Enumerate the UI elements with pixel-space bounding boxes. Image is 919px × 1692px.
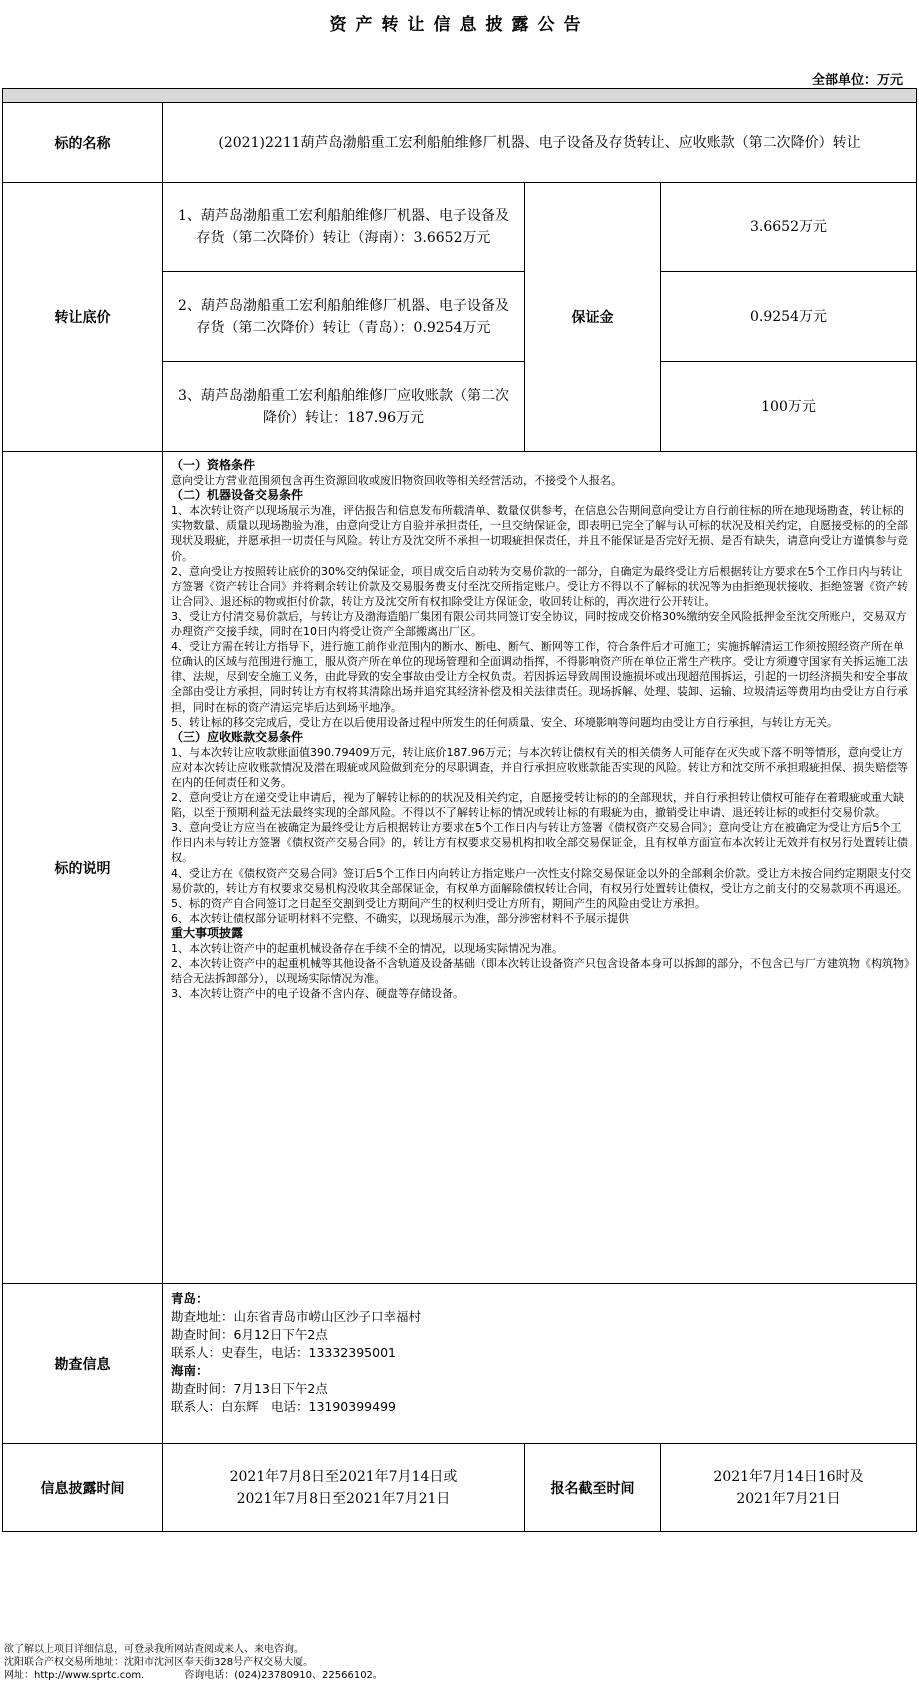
deposit-label: 保证金 [525,183,661,452]
section-receivables-title: （三）应收账款交易条件 [171,729,304,744]
paragraph: 1、本次转让资产中的起重机械设备存在手续不全的情况，以现场实际情况为准。 [171,942,563,955]
price-item-2: 2、葫芦岛渤船重工宏利船舶维修厂机器、电子设备及存货（第二次降价）转让（青岛）：0.9254万元 [163,272,525,362]
survey-row [3,1284,917,1444]
paragraph: 4、受让方在《债权资产交易合同》签订后5个工作日内向转让方指定账户一次性支付除交易保证金以外的全部剩余价款。受让方未按合同约定期限支付交易价款的，转让方有权要求交易机构没收其全部保证金，有权单方面解除债权转让合同，有权另行处置转让债权，受让方之前支付的交易款项不再退还。 [171,866,911,895]
description-body [163,452,917,1284]
paragraph: 意向受让方营业范围须包含再生资源回收或废旧物资回收等相关经营活动，不接受个人报名。 [171,474,622,488]
page-title: 资产转让信息披露公告 [329,15,590,35]
footer-line: 欲了解以上项目详细信息，可登录我所网站查阅或来人、来电咨询。 [4,1644,304,1655]
section-equipment-title: （二）机器设备交易条件 [171,488,304,503]
survey-hainan-title: 海南： [171,1363,209,1378]
subject-row [3,103,917,183]
paragraph: 2、意向受让方按照转让底价的30%交纳保证金，项目成交后自动转为交易价款的一部分，自确定为最终受让方后根据转让方要求在5个工作日内与转让方签署《资产转让合同》并将剩余转让价款及交易服务费支付至沈交所指定账户。受让方不得以不了解标的状况等为由拒绝现状接收、拒绝签署《资产转让合同》、退还标的物或拒付价款，转让方及沈交所有权扣除受让方保证金，收回转让标的，再次进行公开转让。 [171,564,908,608]
deadline-line: 2021年7月14日16时及 [713,1468,864,1485]
deposit-item-2: 0.9254万元 [661,272,917,362]
survey-qingdao-time: 勘查时间：6月12日下午2点 [171,1327,328,1342]
time-row [3,1444,917,1532]
paragraph: 5、标的资产自合同签订之日起至交割到受让方期间产生的权利归受让方所有，期间产生的风险由受让方承担。 [171,896,706,910]
footer [4,1643,383,1682]
price-row-1 [3,183,917,272]
survey-hainan-contact: 联系人：白东辉 电话：13190399499 [171,1399,396,1414]
section-major-matters-title: 重大事项披露 [171,925,244,940]
paragraph: 2、本次转让资产中的起重机械等其他设备不含轨道及设备基础（即本次转让设备资产只包含设备本身可以拆卸的部分，不包含已与厂方建筑物《构筑物》结合无法拆卸部分），以现场实际情况为准。 [171,957,910,986]
deadline-line: 2021年7月21日 [736,1490,841,1507]
disclosure-value [163,1444,525,1532]
deadline-label: 报名截至时间 [525,1444,661,1532]
paragraph: 4、受让方需在转让方指导下，进行施工前作业范围内的断水、断电、断气、断网等工作，符合条件后才可施工；实施拆解清运工作须按照经资产所在单位确认的区域与范围进行施工，服从资产所在单位的现场管理和全面调动指挥，不得影响资产所在单位正常生产秩序。受让方须遵守国家有关拆运施工法律、法规，尽到安全施工义务，由此导致的安全事故由受让方全权负责。若因拆运导致周围设施损坏或出现超范围拆运，引起的一切经济损失和安全事故全部由受让方承担，同时转让方有权将其清除出场并追究其经济补偿及相关法律责任。现场拆解、处理、装卸、运输、垃圾清运等费用均由受让方自行承担，同时在标的资产清运完毕后达到场平地净。 [171,640,908,714]
description-label: 标的说明 [3,452,163,1284]
price-label: 转让底价 [3,183,163,452]
price-item-3: 3、葫芦岛渤船重工宏利船舶维修厂应收账款（第二次降价）转让：187.96万元 [163,362,525,452]
paragraph: 2、意向受让方在递交受让申请后，视为了解转让标的的状况及相关约定，自愿接受转让标的的全部现状，并自行承担转让债权可能存在着瑕疵或重大缺陷，以至于预期利益无法最终实现的全部风险。不得以不了解转让标的情况或转让标的有瑕疵为由，撤销受让申请、退还转让标的或拒付交易价款。 [171,791,904,820]
survey-body [163,1284,917,1444]
paragraph: 3、本次转让资产中的电子设备不含内存、硬盘等存储设备。 [171,987,464,1001]
header-row [3,89,917,103]
footer-address: 沈阳联合产权交易所地址：沈阳市沈河区奉天街328号产权交易大厦。 [4,1657,314,1668]
header-band [3,89,917,103]
survey-qingdao-address: 勘查地址：山东省青岛市崂山区沙子口幸福村 [171,1309,422,1324]
section-qualification-title: （一）资格条件 [171,458,256,472]
deposit-item-3: 100万元 [661,362,917,452]
unit-note: 全部单位：万元 [811,73,903,88]
deposit-item-1: 3.6652万元 [661,183,917,272]
subject-label: 标的名称 [3,103,163,183]
footer-contact: 网址：http://www.sprtc.com. 咨询电话：(024)23780910、22566102。 [4,1670,383,1681]
survey-qingdao-contact: 联系人：史春生，电话：13332395001 [171,1345,396,1360]
survey-hainan-time: 勘查时间：7月13日下午2点 [171,1381,328,1396]
deadline-value [661,1444,917,1532]
paragraph: 3、意向受让方应当在被确定为最终受让方后根据转让方要求在5个工作日内与转让方签署《债权资产交易合同》；意向受让方在被确定为受让方后5个工作日内未与转让方签署《债权资产交易合同》的，转让方有权要求交易机构扣收全部交易保证金，且有权单方面宣布本次转让无效并有权另行处置转让债权。 [171,821,908,865]
description-row [3,452,917,1284]
survey-label: 勘查信息 [3,1284,163,1444]
disclosure-label: 信息披露时间 [3,1444,163,1532]
disclosure-line: 2021年7月8日至2021年7月21日 [236,1490,451,1507]
survey-qingdao-title: 青岛： [171,1291,209,1306]
paragraph: 1、与本次转让应收款账面值390.79409万元，转让底价187.96万元；与本次转让债权有关的相关债务人可能存在灭失或下落不明等情形，意向受让方应对本次转让应收账款情况及潜在瑕疵或风险做到充分的尽职调查，并自行承担应收账款能否实现的风险。转让方和沈交所不承担瑕疵担保、损失赔偿等在内的任何责任和义务。 [171,745,908,789]
subject-value: (2021)2211葫芦岛渤船重工宏利船舶维修厂机器、电子设备及存货转让、应收账款（第二次降价）转让 [163,103,917,183]
paragraph: 6、本次转让债权部分证明材料不完整、不确实，以现场展示为准，部分涉密材料不予展示提供 [171,911,629,925]
paragraph: 5、转让标的移交完成后，受让方在以后使用设备过程中所发生的任何质量、安全、环境影响等问题均由受让方自行承担，与转让方无关。 [171,715,838,729]
announcement-table [2,88,917,1532]
paragraph: 1、本次转让资产以现场展示为准，评估报告和信息发布所载清单、数量仅供参考，在信息公告期间意向受让方自行前往标的所在地现场勘查，转让标的实物数量、质量以现场勘验为准，由意向受让方自验并承担责任，一旦交纳保证金，即表明已完全了解与认可标的状况及相关约定，自愿接受标的的全部现状及瑕疵，并愿承担一切责任与风险。转让方及沈交所不承担一切瑕疵担保责任，并且不能保证是否完好无损、是否有缺失，请意向受让方谨慎参与竞价。 [171,504,908,563]
price-item-1: 1、葫芦岛渤船重工宏利船舶维修厂机器、电子设备及存货（第二次降价）转让（海南）：3.6652万元 [163,183,525,272]
paragraph: 3、受让方付清交易价款后，与转让方及渤海造船厂集团有限公司共同签订安全协议，同时按成交价格30%缴纳安全风险抵押金至沈交所账户，交易双方办理资产交接手续，同时在10日内将受让资产全部搬离出厂区。 [171,609,907,639]
disclosure-line: 2021年7月8日至2021年7月14日或 [229,1468,458,1485]
